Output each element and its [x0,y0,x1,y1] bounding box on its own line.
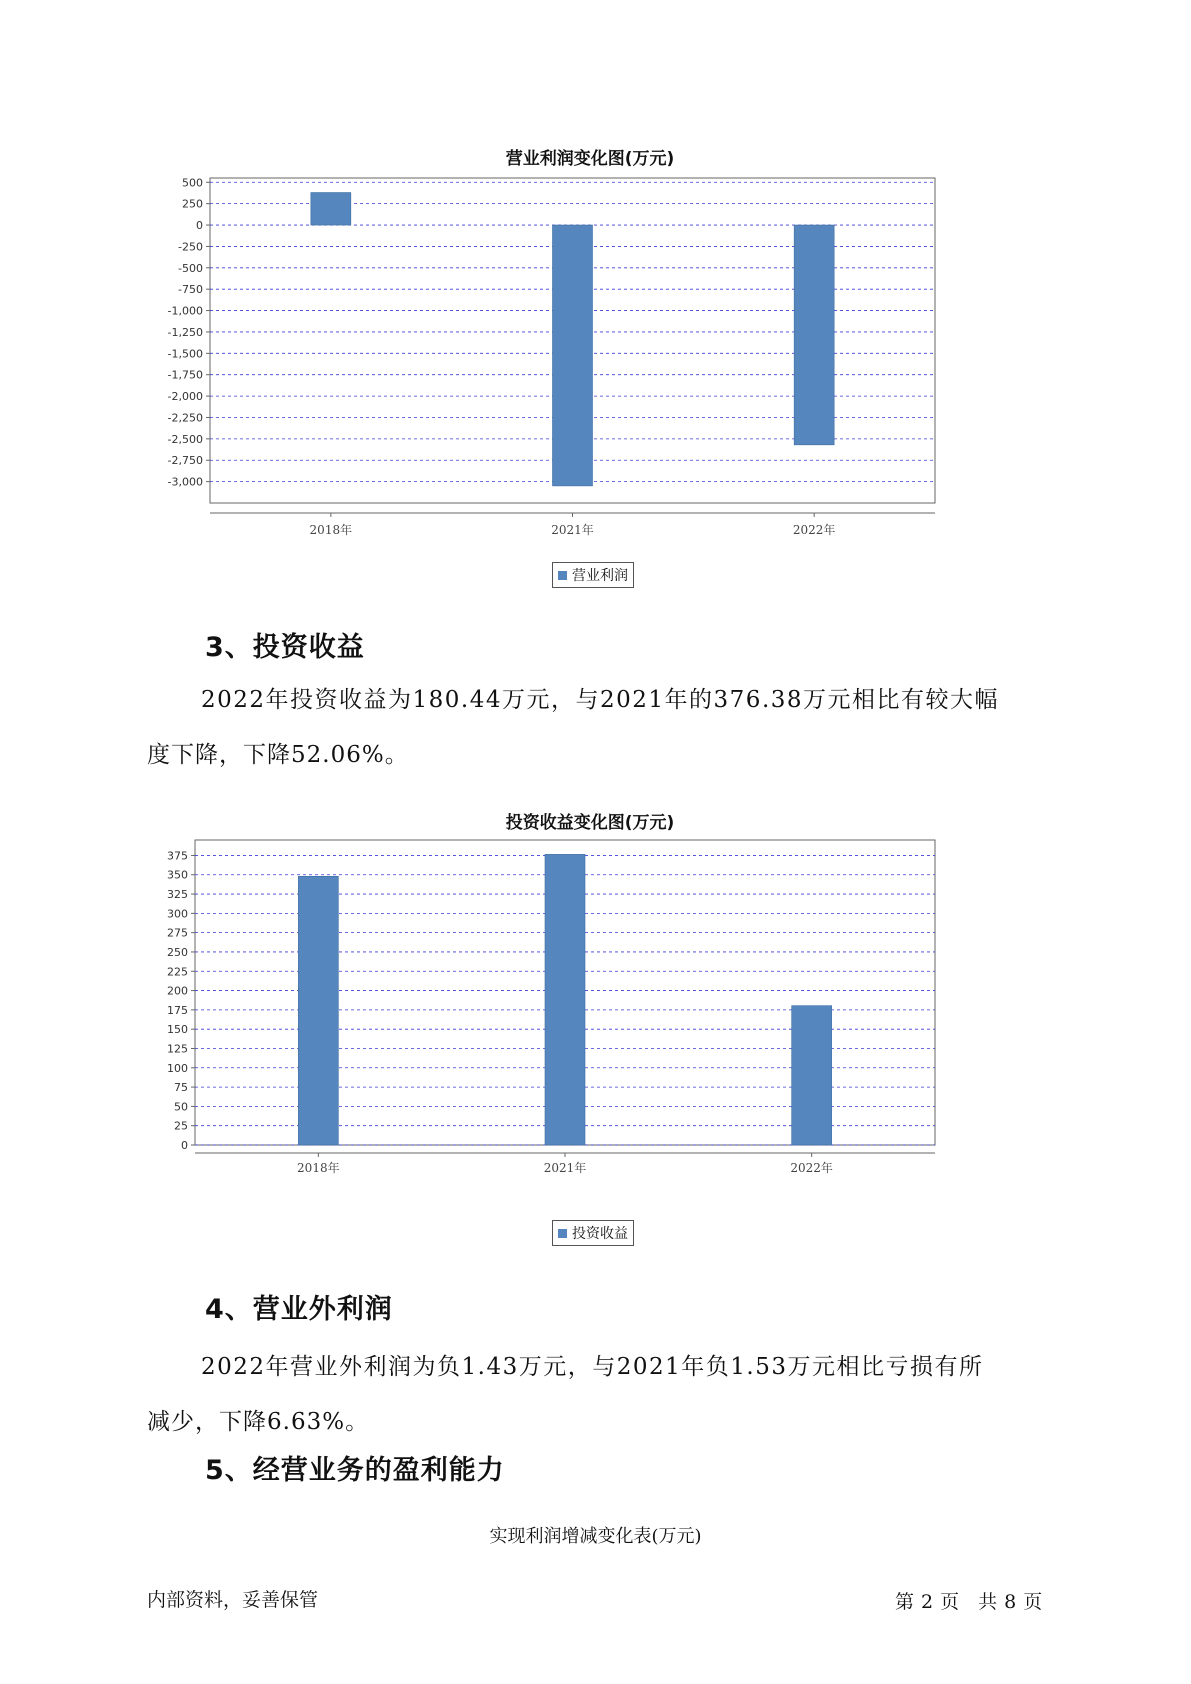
y-tick-label: -2,250 [167,411,203,425]
y-tick-label: 275 [167,926,188,940]
y-tick-label: -1,500 [167,347,203,361]
chart-legend [552,1220,634,1246]
bar [311,193,351,226]
table-caption: 实现利润增减变化表(万元) [489,1526,702,1547]
y-tick-label: 325 [167,888,188,902]
y-tick-label: 200 [167,984,188,998]
y-tick-label: 250 [167,945,188,959]
legend-swatch [558,571,567,580]
bar [545,854,585,1145]
y-tick-label: 300 [167,907,188,921]
footer-page-number [895,1587,1049,1614]
legend-label: 投资收益 [572,1226,628,1242]
y-tick-label: 25 [174,1119,188,1133]
page-prefix: 第 [895,1591,916,1613]
y-tick-label: -1,000 [167,304,203,318]
y-tick-label: -1,750 [167,368,203,382]
x-tick-label: 2021年 [543,1161,587,1175]
section-heading-investment-income: 3、投资收益 [205,632,365,663]
x-tick-label: 2018年 [297,1161,340,1175]
page-mid: 页 [940,1591,961,1613]
y-tick-label: 0 [181,1139,188,1152]
operating-profit-chart [150,140,1030,590]
y-tick-label: 500 [182,176,203,190]
y-tick-label: -1,250 [167,325,203,339]
y-tick-label: 0 [196,219,203,233]
x-tick-label: 2018年 [309,523,353,537]
bar [553,225,593,486]
y-tick-label: 225 [167,965,188,979]
section-heading-profitability: 5、经营业务的盈利能力 [205,1455,505,1486]
x-tick-label: 2022年 [792,523,836,537]
paragraph-line: 度下降，下降52.06%。 [147,742,409,768]
chart-plot [150,840,1030,1240]
paragraph-investment-income [147,673,1047,783]
paragraph-line: 2022年投资收益为180.44万元，与2021年的376.38万元相比有较大幅 [201,687,1000,713]
legend-swatch [558,1229,567,1238]
footer-confidential-note: 内部资料，妥善保管 [147,1589,319,1611]
y-tick-label: -2,500 [167,432,203,446]
paragraph-line: 减少，下降6.63%。 [147,1409,370,1435]
x-tick-label: 2022年 [790,1161,833,1175]
bar [298,876,338,1145]
y-tick-label: -500 [178,261,203,275]
legend-label: 营业利润 [572,568,628,584]
bar [794,225,834,445]
chart-plot [150,178,1030,578]
y-tick-label: 75 [174,1081,188,1095]
y-tick-label: 250 [182,197,203,211]
y-tick-label: -2,000 [167,390,203,404]
chart-legend [552,562,634,588]
y-tick-label: 150 [167,1023,188,1037]
bar [792,1006,832,1145]
y-tick-label: -750 [178,283,203,297]
paragraph-non-operating-profit [147,1340,1047,1450]
y-tick-label: -3,000 [167,475,203,489]
chart-title: 营业利润变化图(万元) [505,149,675,169]
y-tick-label: 100 [167,1061,188,1075]
x-tick-label: 2021年 [551,523,594,537]
chart-title: 投资收益变化图(万元) [505,813,675,833]
investment-income-chart [150,805,1030,1255]
y-tick-label: 50 [174,1100,188,1114]
y-tick-label: 375 [167,849,188,863]
total-prefix: 共 [978,1591,999,1613]
total-suffix: 页 [1023,1591,1044,1613]
y-tick-label: 125 [167,1042,188,1056]
y-tick-label: -250 [178,240,203,254]
y-tick-label: 350 [167,868,188,882]
y-tick-label: 175 [167,1003,188,1017]
y-tick-label: -2,750 [167,454,203,468]
total-num: 8 [1004,1591,1018,1613]
section-heading-non-operating-profit: 4、营业外利润 [205,1294,393,1325]
page-num: 2 [921,1591,935,1613]
paragraph-line: 2022年营业外利润为负1.43万元，与2021年负1.53万元相比亏损有所 [201,1354,984,1380]
